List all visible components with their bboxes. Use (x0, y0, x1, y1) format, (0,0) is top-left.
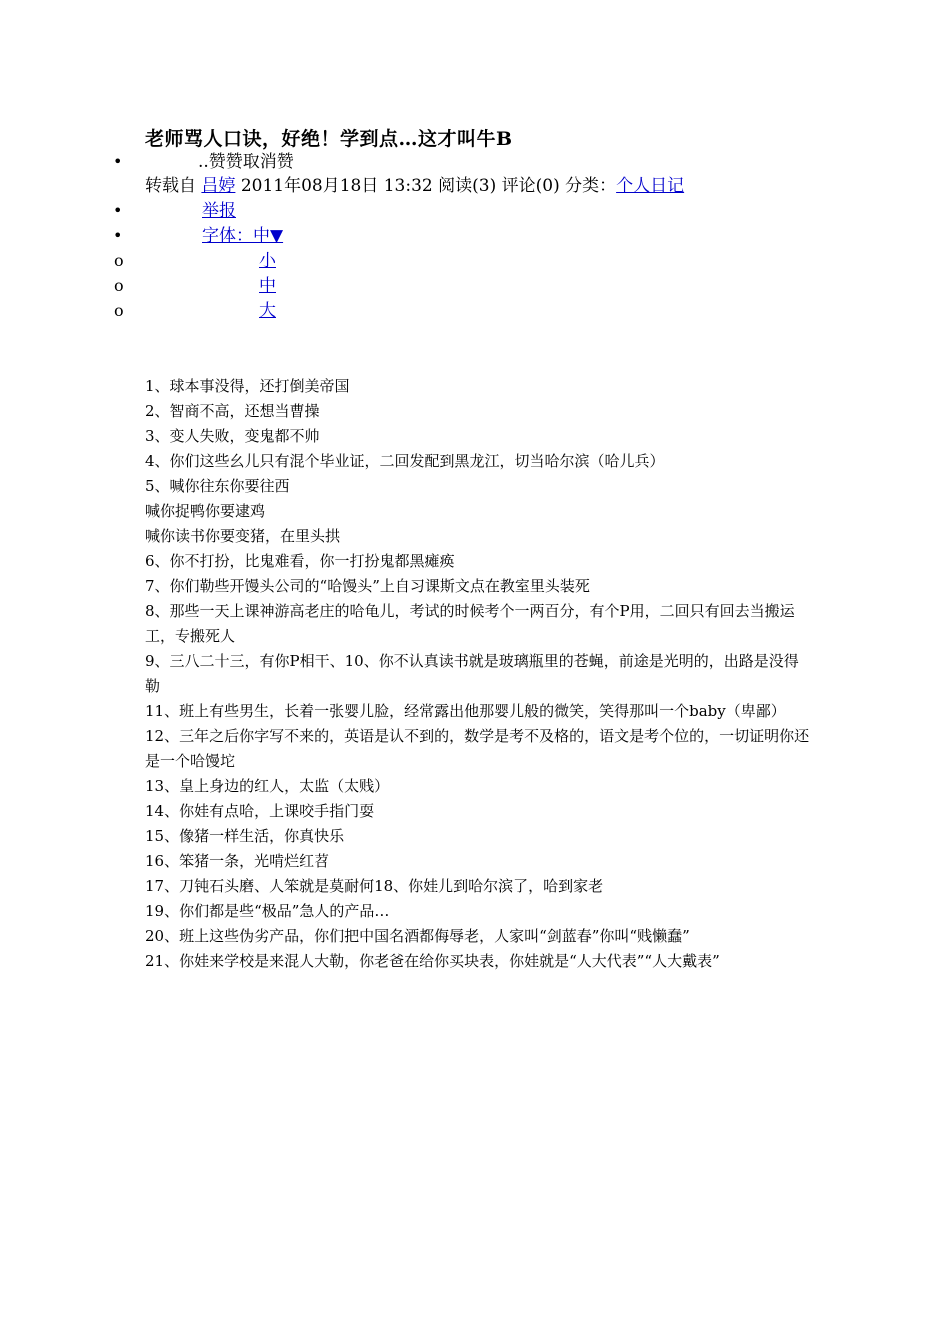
body-line: 8、那些一天上课神游高老庄的哈龟儿，考试的时候考个一两百分，有个P用，二回只有回去当搬运工，专搬死人 (145, 602, 795, 645)
body-line: 7、你们勒些开馒头公司的“哈馒头”上自习课斯文点在教室里头装死 (145, 577, 590, 595)
body-line: 喊你捉鸭你要逮鸡 (145, 502, 266, 520)
font-option-small[interactable]: 小 (259, 251, 276, 271)
circle-bullet-icon: o (114, 251, 124, 270)
font-option-medium[interactable]: 中 (259, 276, 276, 296)
article-meta (145, 174, 684, 198)
category-link[interactable]: 个人日记 (616, 176, 685, 196)
font-size-dropdown[interactable]: 字体：中▼ (202, 226, 284, 246)
bullet-icon: • (113, 201, 123, 220)
report-row (0, 199, 900, 223)
body-line: 16、笨猪一条，光啃烂红苕 (145, 852, 330, 870)
bullet-icon: • (113, 152, 123, 171)
like-toggle[interactable]: ..赞赞取消赞 (198, 152, 294, 172)
body-line: 15、像猪一样生活，你真快乐 (145, 827, 345, 845)
body-line: 12、三年之后你字写不来的，英语是认不到的，数学是考不及格的，语文是考个位的，一切证明你还是一个哈馒坨 (145, 727, 810, 770)
font-option-row (0, 299, 900, 323)
author-link[interactable]: 吕婷 (201, 176, 236, 196)
body-line: 17、刀钝石头磨、人笨就是莫耐何18、你娃儿到哈尔滨了，哈到家老 (145, 877, 604, 895)
reprint-prefix: 转载自 (145, 176, 196, 196)
body-line: 1、球本事没得，还打倒美帝国 (145, 377, 350, 395)
report-link[interactable]: 举报 (202, 201, 236, 221)
body-line: 19、你们都是些“极品”急人的产品… (145, 902, 390, 920)
body-line: 2、智商不高，还想当曹操 (145, 402, 320, 420)
body-line: 20、班上这些伪劣产品，你们把中国名酒都侮辱老，人家叫“剑蓝春”你叫“贱懒蠢” (145, 927, 690, 945)
body-line: 3、变人失败，变鬼都不帅 (145, 427, 320, 445)
datetime-stats: 2011年08月18日 13:32 阅读(3) 评论(0) 分类： (240, 176, 617, 196)
font-size-row (0, 224, 900, 248)
body-line: 14、你娃有点哈，上课咬手指门耍 (145, 802, 375, 820)
font-option-large[interactable]: 大 (259, 301, 276, 321)
body-line: 21、你娃来学校是来混人大勒，你老爸在给你买块表，你娃就是“人大代表”“人大戴表” (145, 952, 720, 970)
body-line: 4、你们这些幺儿只有混个毕业证，二回发配到黑龙江，切当哈尔滨（哈儿兵） (145, 452, 665, 470)
body-line: 5、喊你往东你要往西 (145, 477, 290, 495)
bullet-icon: • (113, 226, 123, 245)
article-title: 老师骂人口诀，好绝！学到点…这才叫牛B (145, 128, 513, 150)
body-line: 9、三八二十三，有你P相干、10、你不认真读书就是玻璃瓶里的苍蝇，前途是光明的，出路是没得勒 (145, 652, 799, 695)
article-body (145, 374, 810, 974)
body-line: 13、皇上身边的红人，太监（太贱） (145, 777, 390, 795)
body-line: 11、班上有些男生，长着一张婴儿脸，经常露出他那婴儿般的微笑，笑得那叫一个baby（卑鄙） (145, 702, 786, 720)
font-option-row (0, 249, 900, 273)
body-line: 6、你不打扮，比鬼难看，你一打扮鬼都黑瘫痪 (145, 552, 455, 570)
circle-bullet-icon: o (114, 276, 124, 295)
body-line: 喊你读书你要变猪，在里头拱 (145, 527, 341, 545)
likes-row (0, 150, 900, 174)
font-option-row (0, 274, 900, 298)
circle-bullet-icon: o (114, 301, 124, 320)
